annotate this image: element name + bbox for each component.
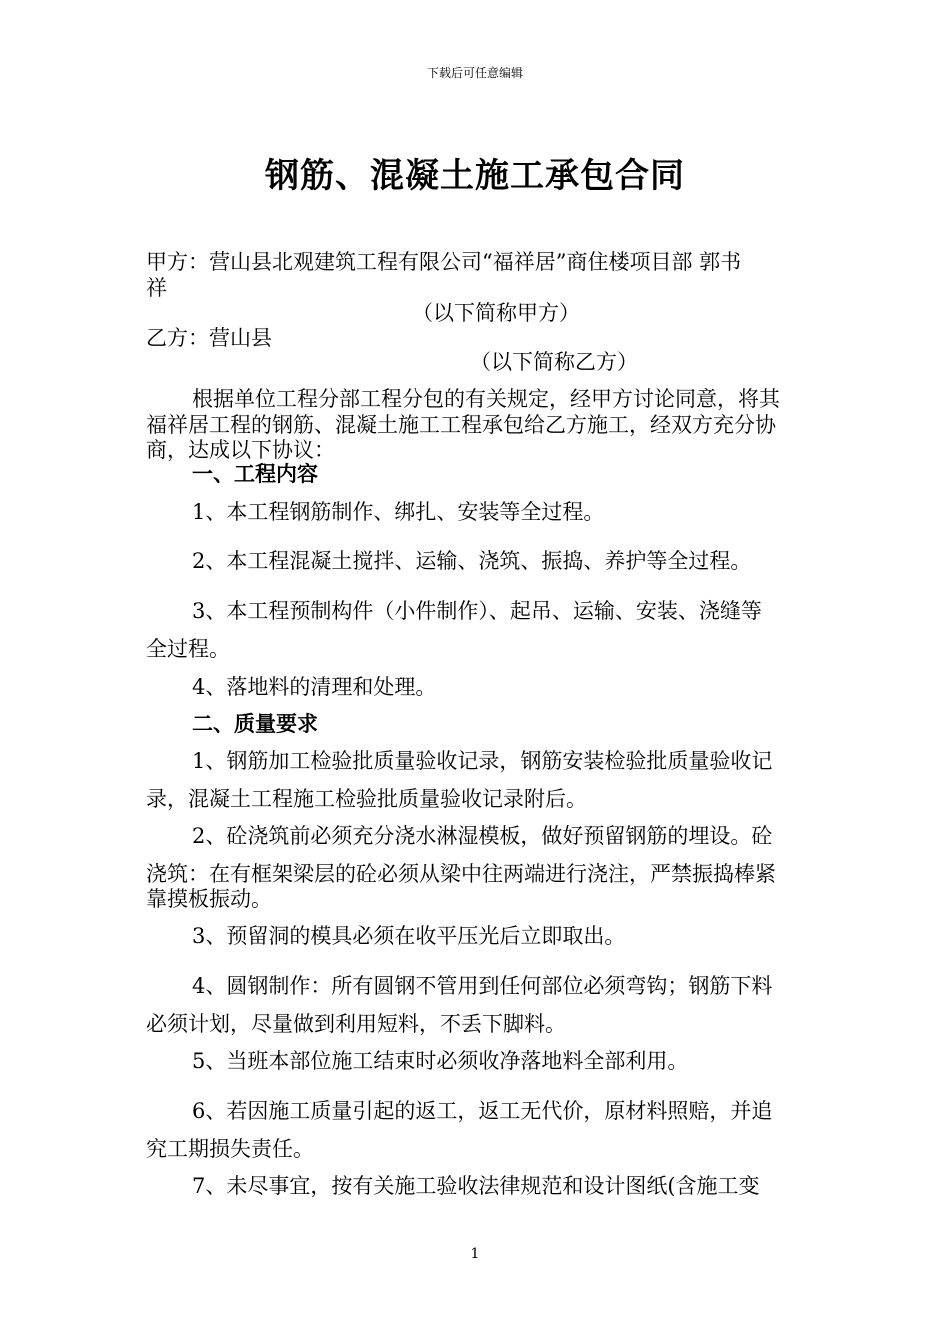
party-b-alias: （以下简称乙方）: [470, 350, 638, 374]
clause-cont: 究工期损失责任。: [146, 1137, 314, 1161]
clause: 4、落地料的清理和处理。: [192, 675, 437, 699]
clause: 1、本工程钢筋制作、绑扎、安装等全过程。: [192, 500, 605, 524]
clause: 6、若因施工质量引起的返工，返工无代价，原材料照赔，并追: [192, 1099, 773, 1123]
clause: 2、砼浇筑前必须充分浇水淋湿模板，做好预留钢筋的埋设。砼: [192, 824, 773, 848]
clause-cont: 必须计划，尽量做到利用短料，不丢下脚料。: [146, 1012, 566, 1036]
clause: 4、圆钢制作：所有圆钢不管用到任何部位必须弯钩；钢筋下料: [192, 974, 773, 998]
clause-cont: 浇筑：在有框架梁层的砼必须从梁中往两端进行浇注，严禁振捣棒紧: [146, 862, 776, 886]
page-number: 1: [470, 1246, 480, 1262]
clause-cont: 靠摸板振动。: [146, 887, 272, 911]
page-header: 下载后可任意编辑: [426, 66, 523, 80]
clause: 5、当班本部位施工结束时必须收净落地料全部利用。: [192, 1049, 689, 1073]
clause: 1、钢筋加工检验批质量验收记录，钢筋安装检验批质量验收记: [192, 749, 773, 773]
clause: 3、预留洞的模具必须在收平压光后立即取出。: [192, 924, 626, 948]
clause: 2、本工程混凝土搅拌、运输、浇筑、振捣、养护等全过程。: [192, 549, 752, 573]
party-a-alias: （以下简称甲方）: [412, 301, 580, 325]
intro-line: 商，达成以下协议：: [146, 438, 335, 462]
section-heading: 二、质量要求: [192, 711, 318, 736]
clause-cont: 全过程。: [146, 637, 230, 661]
clause: 3、本工程预制构件（小件制作）、起吊、运输、安装、浇缝等: [192, 599, 762, 623]
intro-line: 福祥居工程的钢筋、混凝土施工工程承包给乙方施工，经双方充分协: [146, 413, 776, 437]
party-a-line-cont: 祥: [146, 276, 167, 300]
intro-line: 根据单位工程分部工程分包的有关规定，经甲方讨论同意，将其: [192, 387, 780, 411]
party-b-line: 乙方：营山县: [146, 326, 272, 350]
clause-cont: 录，混凝土工程施工检验批质量验收记录附后。: [146, 787, 587, 811]
document-title: 钢筋、混凝土施工承包合同: [265, 156, 685, 196]
party-a-line: 甲方：营山县北观建筑工程有限公司“福祥居”商住楼项目部 郭书: [146, 250, 742, 274]
clause: 7、未尽事宜，按有关施工验收法律规范和设计图纸(含施工变: [192, 1174, 760, 1198]
section-heading: 一、工程内容: [192, 461, 318, 486]
